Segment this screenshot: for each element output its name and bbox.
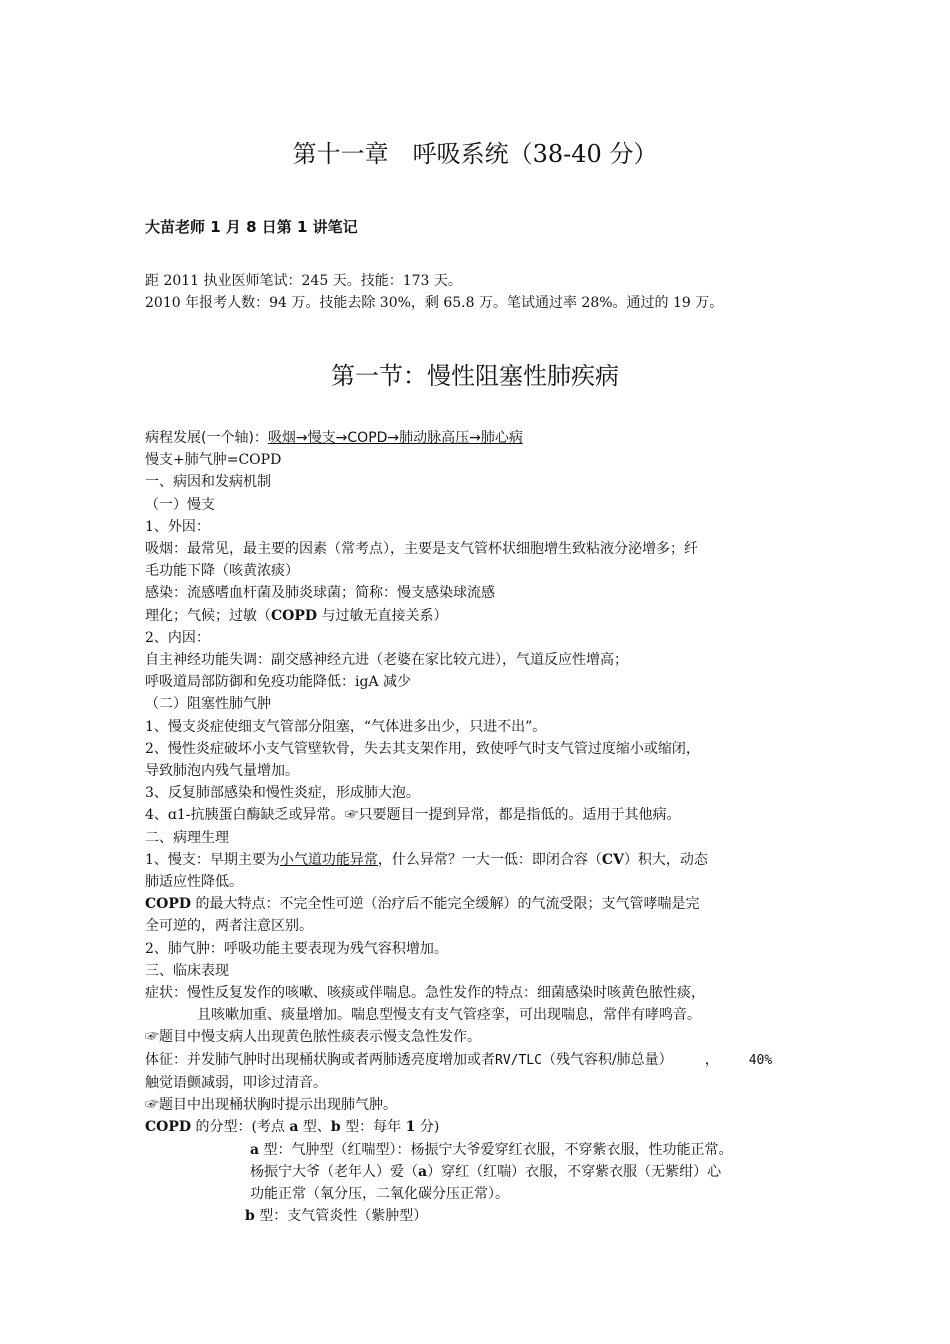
subheading-line: （二）阻塞性肺气肿 [145, 696, 271, 713]
intro-block [145, 270, 723, 314]
text-line: 毛功能下降（咳黄浓痰） [145, 563, 299, 580]
text-line: 理化；气候；过敏（COPD 与过敏无直接关系） [145, 607, 448, 624]
text-line: 呼吸道局部防御和免疫功能降低：igA 减少 [145, 674, 411, 691]
chapter-title: 第十一章 呼吸系统（38-40 分） [292, 140, 658, 168]
lecture-note-heading: 大苗老师 1 月 8 日第 1 讲笔记 [145, 218, 358, 236]
intro-line: 2010 年报考人数：94 万。技能去除 30%，剩 65.8 万。笔试通过率 28%。通过的 19 万。 [145, 295, 724, 311]
text-line: 吸烟：最常见，最主要的因素（常考点），主要是支气管杯状细胞增生致粘液分泌增多；纤 [145, 541, 698, 558]
text-line: 2、肺气肿：呼吸功能主要表现为残气容积增加。 [145, 940, 448, 957]
underlined-term: 小气道功能异常 [279, 851, 378, 868]
text-line: 3、反复肺部感染和慢性炎症，形成肺大泡。 [145, 785, 420, 802]
text-line: a 型：气肿型（红喘型）：杨振宁大爷爱穿红衣服，不穿紫衣服，性功能正常。 [250, 1141, 733, 1158]
text-line: 1、慢支炎症使细支气管部分阻塞，“气体进多出少，只进不出”。 [145, 718, 547, 735]
text-line: 1、慢支：早期主要为小气道功能异常，什么异常？一大一低：即闭合容（CV）积大，动态 [145, 851, 708, 868]
text-line: 感染：流感嗜血杆菌及肺炎球菌；简称：慢支感染球流感 [145, 585, 495, 602]
heading-line: 三、临床表现 [145, 962, 229, 979]
axis-chain: 吸烟→慢支→COPD→肺动脉高压→肺心病 [267, 430, 523, 446]
text-line: 全可逆的，两者注意区别。 [145, 918, 313, 935]
heading-line: 一、病因和发病机制 [145, 474, 271, 491]
text-line: 且咳嗽加重、痰量增加。喘息型慢支有支气管痉挛，可出现喘息，常伴有哮鸣音。 [197, 1007, 701, 1024]
text-line: 2、内因： [145, 629, 210, 646]
text-line: 2、慢性炎症破坏小支气管壁软骨，失去其支架作用，致使呼气时支气管过度缩小或缩闭， [145, 740, 700, 757]
text-line: 体征：并发肺气肿时出现桶状胸或者两肺透亮度增加或者RV/TLC（残气容积/肺总量） ， 40% [145, 1051, 773, 1068]
text-line: COPD 的分型：(考点 a 型、b 型：每年 1 分) [145, 1119, 440, 1136]
text-line: 慢支+肺气肿=COPD [145, 452, 282, 469]
course-axis-line [145, 427, 865, 449]
tip-line: ☞题目中出现桶状胸时提示出现肺气肿。 [145, 1097, 397, 1114]
notes-body [145, 427, 865, 1227]
text-line: b 型：支气管炎性（紫肿型） [245, 1208, 428, 1225]
text-line: 1、外因： [145, 518, 210, 535]
tip-line: ☞题目中慢支病人出现黄色脓性痰表示慢支急性发作。 [145, 1029, 481, 1046]
text-line: 4、ɑ1-抗胰蛋白酶缺乏或异常。☞只要题目一提到异常，都是指低的。适用于其他病。 [145, 807, 681, 824]
text-line: 杨振宁大爷（老年人）爱（a）穿红（红喘）衣服，不穿紫衣服（无紫绀）心 [250, 1163, 722, 1180]
text-line: 触觉语颤减弱，叩诊过清音。 [145, 1074, 327, 1091]
subheading-line: （一）慢支 [145, 496, 215, 513]
text-line: COPD 的最大特点：不完全性可逆（治疗后不能完全缓解）的气流受限；支气管哮喘是完 [145, 896, 700, 913]
section-title: 第一节：慢性阻塞性肺疾病 [331, 362, 619, 390]
heading-line: 二、病理生理 [145, 829, 229, 846]
text-line: 症状：慢性反复发作的咳嗽、咳痰或伴喘息。急性发作的特点：细菌感染时咳黄色脓性痰， [145, 985, 705, 1002]
text-line: 功能正常（氧分压，二氧化碳分压正常）。 [250, 1185, 509, 1202]
text-line: 导致肺泡内残气量增加。 [145, 763, 299, 780]
text-line: 自主神经功能失调：副交感神经亢进（老婆在家比较亢进），气道反应性增高； [145, 652, 628, 669]
axis-label: 病程发展(一个轴)： [145, 430, 268, 446]
intro-line: 距 2011 执业医师笔试：245 天。技能：173 天。 [145, 273, 462, 289]
text-line: 肺适应性降低。 [145, 874, 243, 891]
highlight-text: 桶状胸 [299, 1051, 341, 1068]
highlight-text: 最常见，最主要的因素（常考点） [187, 541, 390, 558]
